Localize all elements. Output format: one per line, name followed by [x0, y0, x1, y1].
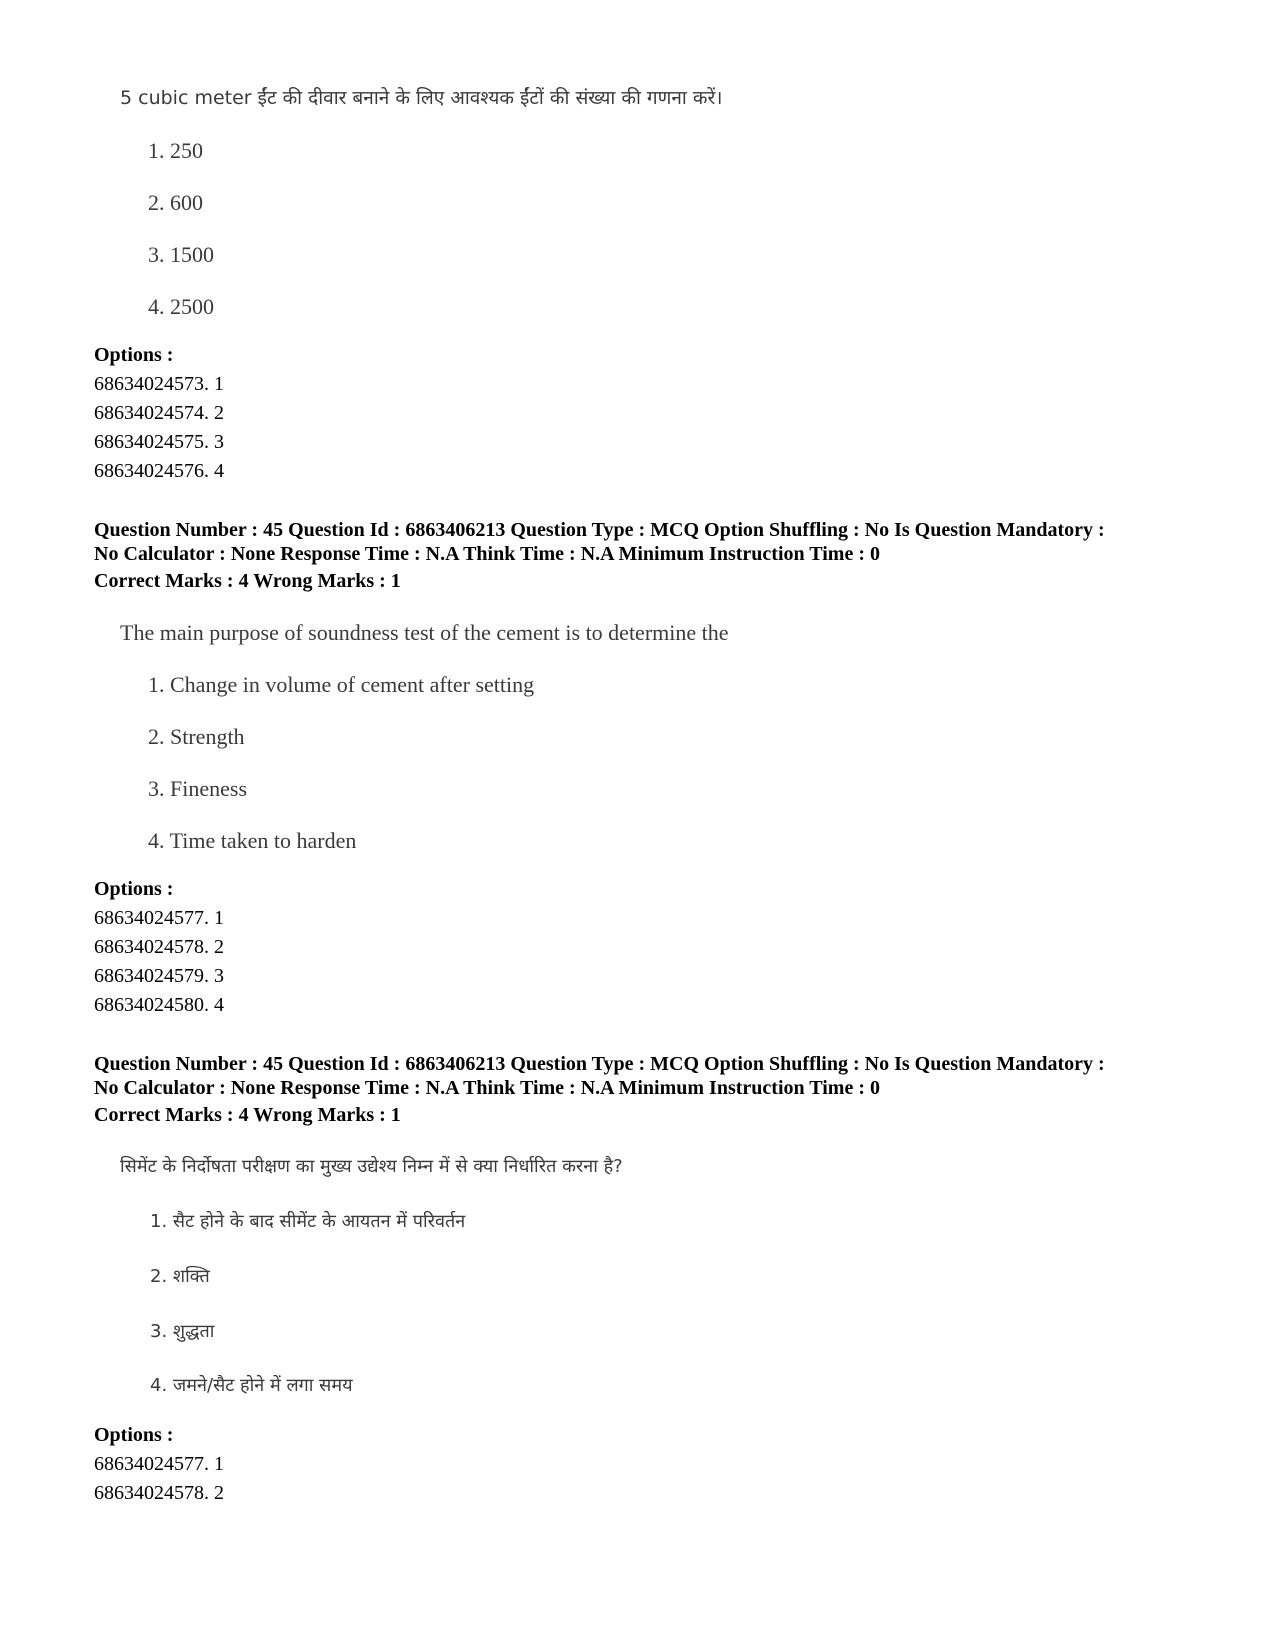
- question-meta-line-1: Question Number : 45 Question Id : 6863406213 Question Type : MCQ Option Shuffling : No Is Question Mandatory :: [94, 1053, 1105, 1075]
- choice-3: 3. Fineness: [148, 776, 247, 801]
- choice-3: 3. शुद्धता: [150, 1321, 215, 1342]
- question-marks: Correct Marks : 4 Wrong Marks : 1: [94, 1104, 401, 1126]
- choice-4: 4. जमने/सैट होने में लगा समय: [150, 1375, 353, 1396]
- options-list: [94, 904, 224, 1020]
- question-marks: Correct Marks : 4 Wrong Marks : 1: [94, 570, 401, 592]
- options-heading: Options :: [94, 1424, 174, 1446]
- choice-2: 2. शक्ति: [150, 1266, 210, 1287]
- choice-2: 2. Strength: [148, 724, 245, 749]
- option-id: 68634024577. 1: [94, 907, 224, 929]
- options-list: [94, 1450, 224, 1508]
- choice-3: 3. 1500: [148, 242, 214, 267]
- question-meta-line-2: No Calculator : None Response Time : N.A Think Time : N.A Minimum Instruction Time : 0: [94, 1077, 880, 1099]
- option-id: 68634024579. 3: [94, 965, 224, 987]
- options-heading: Options :: [94, 878, 174, 900]
- choice-4: 4. 2500: [148, 294, 214, 319]
- choice-1: 1. 250: [148, 138, 203, 163]
- options-heading: Options :: [94, 344, 174, 366]
- option-id: 68634024574. 2: [94, 402, 224, 424]
- choice-2: 2. 600: [148, 190, 203, 215]
- options-list: [94, 370, 224, 486]
- question-meta-line-2: No Calculator : None Response Time : N.A Think Time : N.A Minimum Instruction Time : 0: [94, 543, 880, 565]
- choice-1: 1. सैट होने के बाद सीमेंट के आयतन में परिवर्तन: [150, 1211, 466, 1232]
- option-id: 68634024573. 1: [94, 373, 224, 395]
- choice-4: 4. Time taken to harden: [148, 828, 357, 853]
- option-id: 68634024577. 1: [94, 1453, 224, 1475]
- option-id: 68634024578. 2: [94, 936, 224, 958]
- question-text: The main purpose of soundness test of the cement is to determine the: [120, 620, 729, 645]
- question-text: सिमेंट के निर्दोषता परीक्षण का मुख्य उद्येश्य निम्न में से क्या निर्धारित करना है?: [120, 1156, 623, 1177]
- question-meta: [94, 518, 1105, 566]
- question-meta-line-1: Question Number : 45 Question Id : 6863406213 Question Type : MCQ Option Shuffling : No Is Question Mandatory :: [94, 519, 1105, 541]
- choice-1: 1. Change in volume of cement after setting: [148, 672, 535, 697]
- question-text: 5 cubic meter ईंट की दीवार बनाने के लिए आवश्यक ईंटों की संख्या की गणना करें।: [120, 87, 723, 109]
- option-id: 68634024575. 3: [94, 431, 224, 453]
- option-id: 68634024578. 2: [94, 1482, 224, 1504]
- option-id: 68634024580. 4: [94, 994, 224, 1016]
- question-meta: [94, 1052, 1105, 1100]
- option-id: 68634024576. 4: [94, 460, 224, 482]
